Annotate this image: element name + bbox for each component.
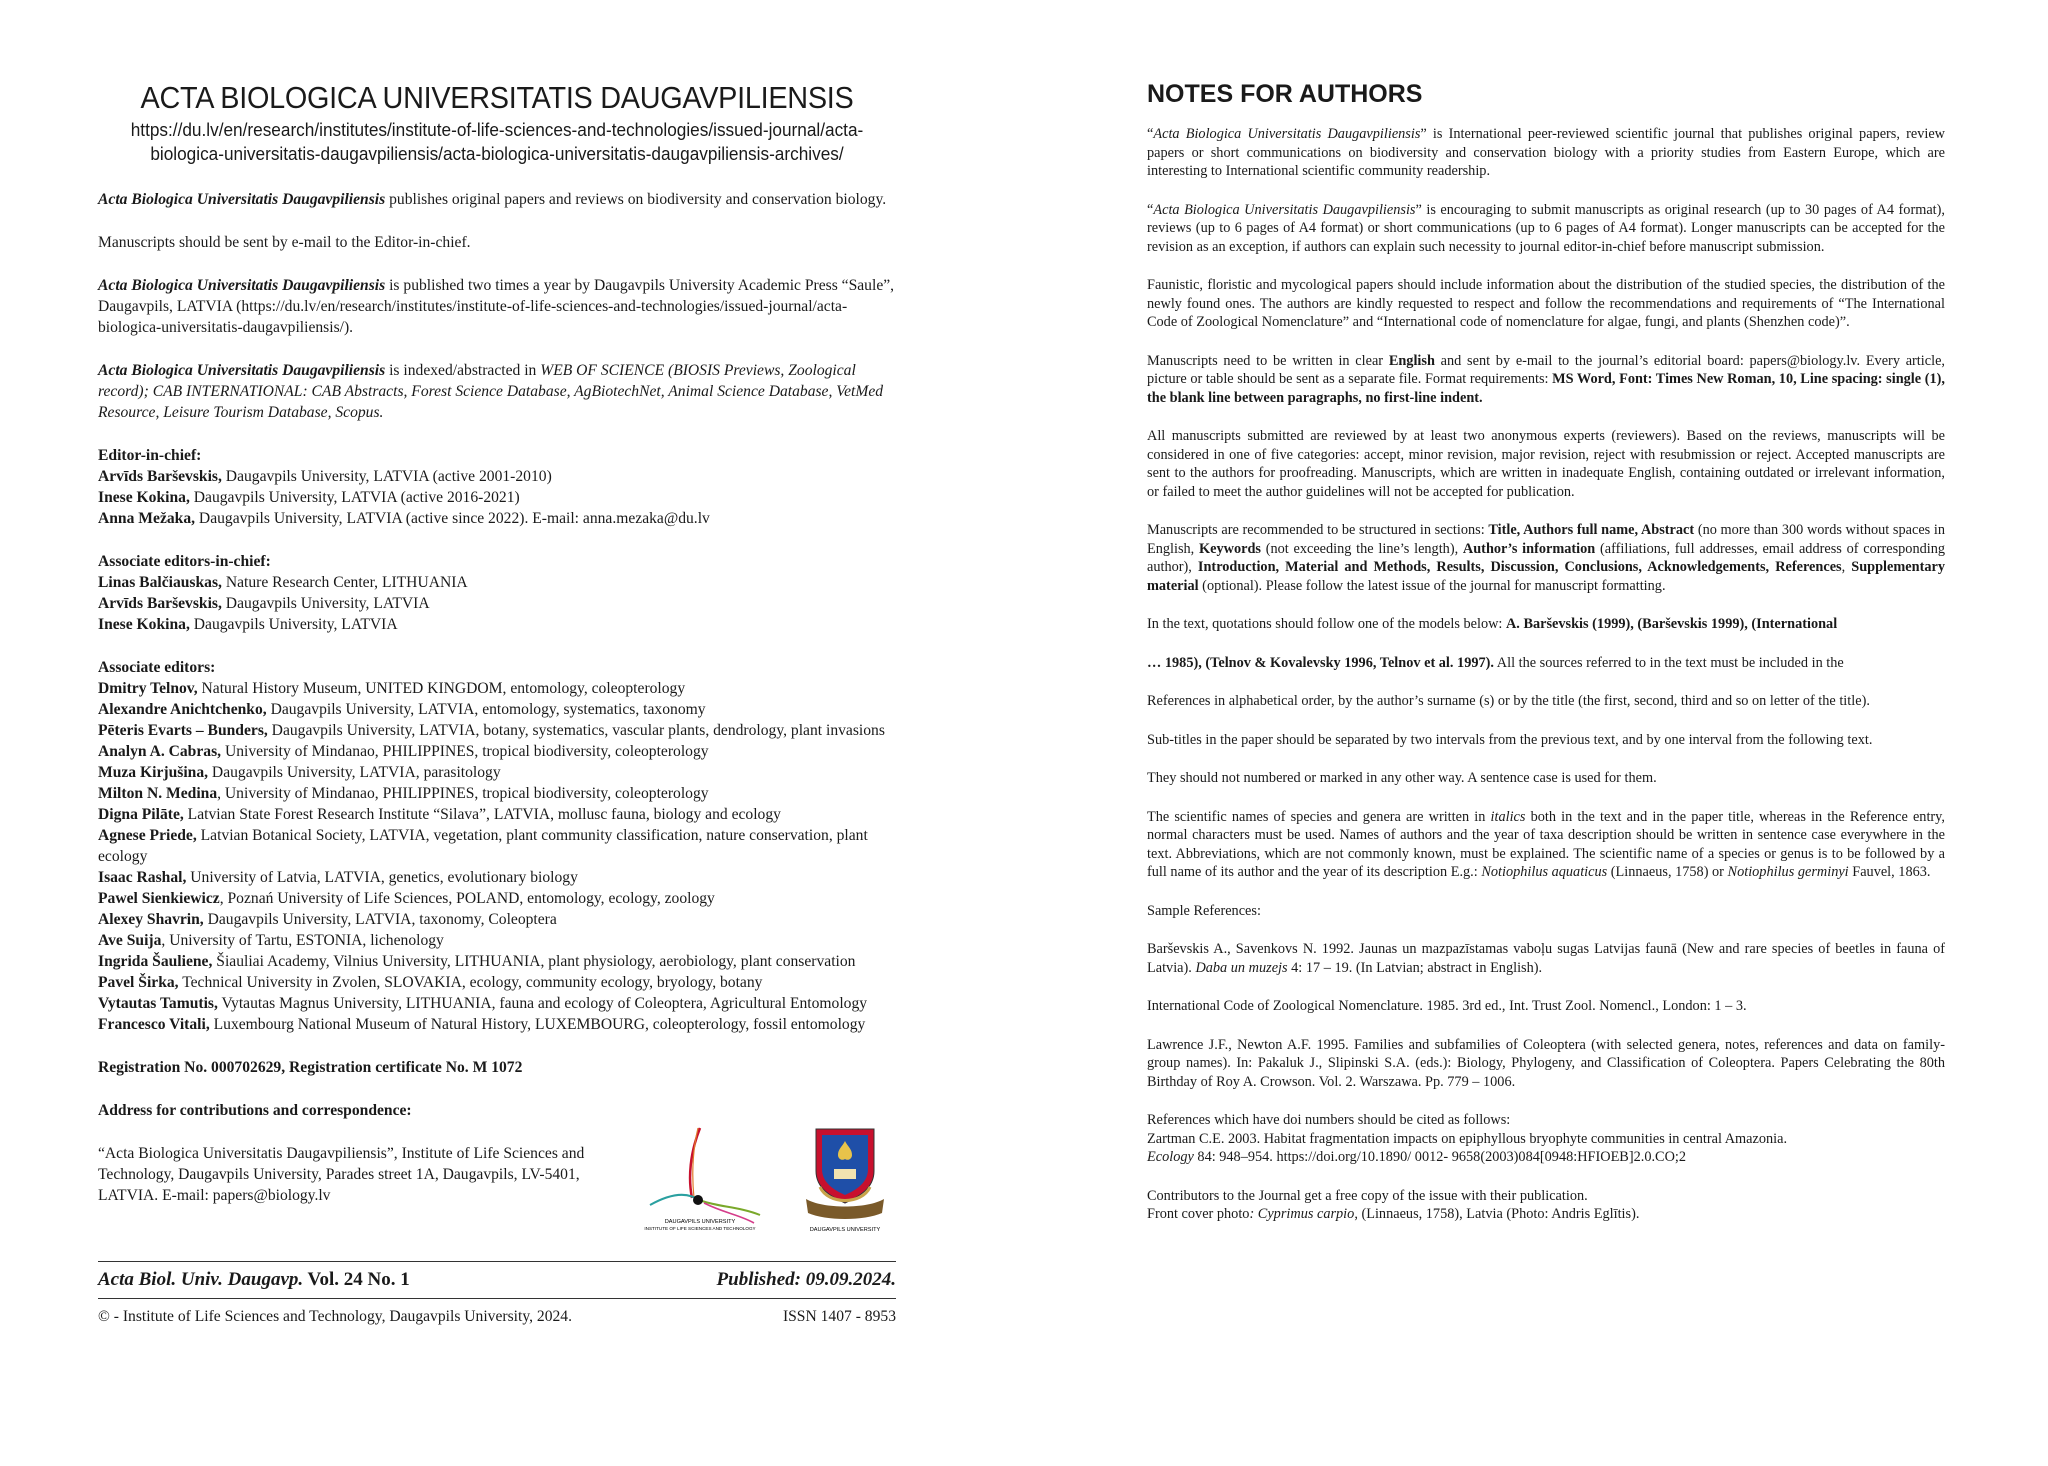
editor-affiliation: , Poznań University of Life Sciences, POLAND, entomology, ecology, zoology (219, 890, 715, 907)
editor-entry (98, 972, 896, 993)
editor-name: Agnese Priede, (98, 827, 197, 844)
editor-entry (98, 741, 896, 762)
editor-entry (98, 678, 896, 699)
editor-name: Pēteris Evarts – Bunders, (98, 722, 268, 739)
address-heading: Address for contributions and correspondence: (98, 1102, 412, 1119)
reference-1: Barševskis A., Savenkovs N. 1992. Jaunas un mazpazīstamas vaboļu sugas Latvijas faunā (New and rare species of beetles in fauna of Latvia). Daba un muzejs 4: 17 – 19. (In Latvian; abstract in English). (1147, 941, 1945, 976)
editor-entry (98, 593, 896, 614)
editor-name: Arvīds Barševskis, (98, 468, 222, 485)
editor-name: Inese Kokina, (98, 489, 190, 506)
footer-copyright-row (98, 1299, 896, 1335)
du-crest-icon (798, 1125, 892, 1235)
editor-affiliation: Technical University in Zvolen, SLOVAKIA, ecology, community ecology, bryology, botany (178, 974, 763, 991)
notes-paragraph-10: Sub-titles in the paper should be separated by two intervals from the previous text, and by one interval from the following text. (1147, 731, 1873, 748)
associate-editors-list (98, 678, 896, 1035)
editor-entry (98, 951, 896, 972)
notes-paragraph-2: “Acta Biologica Universitatis Daugavpiliensis” is encouraging to submit manuscripts as original research (up to 30 pages of A4 format), reviews (up to 6 pages of A4 format) or short communications (up to 6 pages of A4 format). Longer manuscripts can be accepted for the revision as an exception, if authors can explain such necessity to journal editor-in-chief before manuscript submission. (1147, 201, 1945, 255)
ils-logo-icon (620, 1123, 780, 1233)
intro-paragraph-4: Acta Biologica Universitatis Daugavpiliensis is indexed/abstracted in WEB OF SCIENCE (BIOSIS Previews, Zoological record); CAB INTERNATIONAL: CAB Abstracts, Forest Science Database, AgBiotechNet, Animal Science Database, VetMed Resource, Leisure Tourism Database, Scopus. (98, 362, 884, 421)
editor-entry (98, 930, 896, 951)
ils-logo-line1: DAUGAVPILS UNIVERSITY (664, 1219, 736, 1225)
editor-entry (98, 888, 896, 909)
editor-name: Analyn A. Cabras, (98, 743, 222, 760)
editor-entry (98, 572, 896, 593)
editor-affiliation: Šiauliai Academy, Vilnius University, LITHUANIA, plant physiology, aerobiology, plant conservation (212, 953, 856, 970)
intro-paragraph-2: Manuscripts should be sent by e-mail to the Editor-in-chief. (98, 234, 471, 251)
editor-name: Arvīds Barševskis, (98, 595, 222, 612)
du-logo (798, 1125, 892, 1235)
journal-url[interactable]: https://du.lv/en/research/institutes/institute-of-life-sciences-and-technologies/issued-journal/acta-biologica-universitatis-daugavpiliensis/acta-biologica-universitatis-daugavpiliensis-archives/ (130, 119, 864, 164)
editor-name: Vytautas Tamutis, (98, 995, 218, 1012)
footer-journal: Acta Biol. Univ. Daugavp. Vol. 24 No. 1 (98, 1269, 410, 1290)
editor-affiliation: Natural History Museum, UNITED KINGDOM, entomology, coleopterology (197, 680, 686, 697)
footer-published: Published: 09.09.2024. (716, 1269, 896, 1290)
notes-title: NOTES FOR AUTHORS (1147, 80, 1423, 108)
journal-title: ACTA BIOLOGICA UNIVERSITATIS DAUGAVPILIENSIS (140, 80, 854, 115)
editor-affiliation: Nature Research Center, LITHUANIA (221, 574, 468, 591)
reference-2: International Code of Zoological Nomenclature. 1985. 3rd ed., Int. Trust Zool. Nomencl., London: 1 – 3. (1147, 998, 1747, 1014)
editor-affiliation: Daugavpils University, LATVIA (active since 2022). E-mail: anna.mezaka@du.lv (195, 510, 710, 527)
associate-eic-list (98, 572, 896, 635)
address-block (98, 1143, 896, 1253)
editor-name: Pawel Sienkiewicz (98, 890, 220, 907)
editor-entry (98, 783, 896, 804)
editor-affiliation: Luxembourg National Museum of Natural History, LUXEMBOURG, coleopterology, fossil entomology (209, 1016, 866, 1033)
editor-entry (98, 614, 896, 635)
editor-in-chief-list (98, 466, 896, 529)
editor-affiliation: Latvian Botanical Society, LATVIA, vegetation, plant community classification, nature conservation, plant ecology (98, 827, 868, 865)
editor-affiliation: Daugavpils University, LATVIA (221, 595, 430, 612)
footer-journal-row (98, 1262, 896, 1298)
reference-3: Lawrence J.F., Newton A.F. 1995. Families and subfamilies of Coleoptera (with selected genera, notes, references and data on family-group names). In: Pakaluk J., Slipinski S.A. (eds.): Biology, Phylogeny, and Classification of Coleoptera. Papers Celebrating the 80th Birthday of Roy A. Crowson. Vol. 2. Warszawa. Pp. 779 – 1006. (1147, 1036, 1945, 1090)
notes-paragraph-1: “Acta Biologica Universitatis Daugavpiliensis” is International peer-reviewed scientific journal that publishes original papers, review papers or short communications on biodiversity and conservation biology with a priority studies from Eastern Europe, which are interesting to International scientific community readership. (1147, 126, 1945, 179)
editor-name: Muza Kirjušina, (98, 764, 209, 781)
ils-logo (620, 1123, 780, 1233)
right-page (1147, 0, 1945, 1224)
editor-entry (98, 508, 896, 529)
editor-affiliation: Daugavpils University, LATVIA (active 2016-2021) (189, 489, 520, 506)
editor-name: Digna Pilāte, (98, 806, 184, 823)
editor-affiliation: Daugavpils University, LATVIA (active 2001-2010) (221, 468, 552, 485)
editor-name: Milton N. Medina (98, 785, 218, 802)
intro-paragraph-1: Acta Biologica Universitatis Daugavpiliensis publishes original papers and reviews on biodiversity and conservation biology. (98, 191, 887, 208)
editor-affiliation: Daugavpils University, LATVIA (189, 616, 398, 633)
notes-paragraph-5: All manuscripts submitted are reviewed by at least two anonymous experts (reviewers). Based on the reviews, manuscripts will be considered in one of five categories: accept, minor revision, major revision, reject with resubmission or reject. Accepted manuscripts are sent to the authors for proofreading. Manuscripts, which are written in inadequate English, containing outdated or irrelevant information, or failed to meet the author guidelines will not be accepted for publication. (1147, 428, 1945, 500)
editor-name: Alexandre Anichtchenko, (98, 701, 267, 718)
associate-editors-heading: Associate editors: (98, 659, 216, 676)
notes-paragraph-8: … 1985), (Telnov & Kovalevsky 1996, Telnov et al. 1997). All the sources referred to in the text must be included in the (1147, 654, 1844, 671)
editor-entry (98, 487, 896, 508)
registration-line: Registration No. 000702629, Registration certificate No. M 1072 (98, 1059, 523, 1076)
editor-entry (98, 804, 896, 825)
du-logo-caption: DAUGAVPILS UNIVERSITY (809, 1227, 881, 1233)
associate-eic-heading: Associate editors-in-chief: (98, 553, 271, 570)
editor-name: Inese Kokina, (98, 616, 190, 633)
editor-name: Ingrida Šauliene, (98, 953, 213, 970)
editor-affiliation: Daugavpils University, LATVIA, taxonomy, Coleoptera (203, 911, 557, 928)
editor-name: Pavel Širka, (98, 974, 179, 991)
editor-entry (98, 909, 896, 930)
address-text: “Acta Biologica Universitatis Daugavpiliensis”, Institute of Life Sciences and Technology, Daugavpils University, Parades street 1A, Daugavpils, LV-5401, LATVIA. E-mail: papers@biology.lv (98, 1145, 585, 1204)
editor-affiliation: University of Latvia, LATVIA, genetics, evolutionary biology (186, 869, 578, 886)
editor-entry (98, 1014, 896, 1035)
sample-references-heading: Sample References: (1147, 902, 1261, 919)
editor-entry (98, 762, 896, 783)
issn-text: ISSN 1407 - 8953 (782, 1308, 896, 1325)
editor-name: Francesco Vitali, (98, 1016, 210, 1033)
editor-entry (98, 993, 896, 1014)
editor-affiliation: University of Mindanao, PHILIPPINES, tropical biodiversity, coleopterology (221, 743, 709, 760)
editor-name: Anna Mežaka, (98, 510, 196, 527)
editor-name: Linas Balčiauskas, (98, 574, 222, 591)
editor-entry (98, 699, 896, 720)
notes-paragraph-11: They should not numbered or marked in any other way. A sentence case is used for them. (1147, 770, 1657, 786)
notes-paragraph-6: Manuscripts are recommended to be structured in sections: Title, Authors full name, Abstract (no more than 300 words without spaces in English, Keywords (not exceeding the line’s length), Author’s information (affiliations, full addresses, email address of corresponding author), Introduction, Material and Methods, Results, Discussion, Conclusions, Acknowledgements, References, Supplementary material (optional). Please follow the latest issue of the journal for manuscript formatting. (1147, 522, 1946, 594)
ils-logo-line2: INSTITUTE OF LIFE SCIENCES AND TECHNOLOGY (644, 1226, 756, 1231)
editor-entry (98, 825, 896, 867)
editor-name: Dmitry Telnov, (98, 680, 198, 697)
editor-affiliation: Daugavpils University, LATVIA, entomology, systematics, taxonomy (266, 701, 706, 718)
editor-entry (98, 466, 896, 487)
editor-in-chief-heading: Editor-in-chief: (98, 447, 202, 464)
editor-affiliation: Daugavpils University, LATVIA, parasitology (208, 764, 501, 781)
notes-paragraph-12: The scientific names of species and genera are written in italics both in the text and in the paper title, whereas in the Reference entry, normal characters must be used. Names of authors and the year of taxa description should be written in sentence case everywhere in the text. Abbreviations, which are not commonly known, must be explained. The scientific name of a species or genus is to be followed by a full name of its author and the year of its description E.g.: Notiophilus aquaticus (Linnaeus, 1758) or Notiophilus germinyi Fauvel, 1863. (1147, 808, 1945, 880)
doi-reference-block: References which have doi numbers should be cited as follows: Zartman C.E. 2003. Habitat fragmentation impacts on epiphyllous bryophyte communities in central Amazonia. Ecology 84: 948–954. https://doi.org/10.1890/ 0012- 9658(2003)084[0948:HFIOEB]2.0.CO;2 (1147, 1112, 1788, 1165)
editor-affiliation: Latvian State Forest Research Institute “Silava”, LATVIA, mollusc fauna, biology and ecology (183, 806, 781, 823)
copyright-text: © - Institute of Life Sciences and Technology, Daugavpils University, 2024. (98, 1308, 572, 1325)
notes-paragraph-4: Manuscripts need to be written in clear English and sent by e-mail to the journal’s editorial board: papers@biology.lv. Every article, picture or table should be sent as a separate file. Format requirements: MS Word, Font: Times New Roman, 10, Line spacing: single (1), the blank line between paragraphs, no first-line indent. (1147, 352, 1945, 406)
notes-paragraph-7: In the text, quotations should follow one of the models below: A. Barševskis (1999), (Barševskis 1999), (International (1147, 616, 1838, 632)
editor-name: Alexey Shavrin, (98, 911, 204, 928)
editor-affiliation: , University of Tartu, ESTONIA, lichenology (161, 932, 444, 949)
editor-name: Ave Suija (98, 932, 162, 949)
editor-affiliation: Vytautas Magnus University, LITHUANIA, fauna and ecology of Coleoptera, Agricultural Entomology (217, 995, 868, 1012)
notes-paragraph-3: Faunistic, floristic and mycological papers should include information about the distribution of the studied species, the distribution of the newly found ones. The authors are kindly requested to respect and follow the recommendations and requirements of “The International Code of Zoological Nomenclature” and “International code of nomenclature for algae, fungi, and plants (Shenzhen code)”. (1147, 277, 1945, 330)
intro-paragraph-3: Acta Biologica Universitatis Daugavpiliensis is published two times a year by Daugavpils University Academic Press “Saule”, Daugavpils, LATVIA (https://du.lv/en/research/institutes/institute-of-life-sciences-and-technologies/issued-journal/acta-biologica-universitatis-daugavpiliensis/). (98, 277, 895, 336)
editor-entry (98, 720, 896, 741)
editor-affiliation: Daugavpils University, LATVIA, botany, systematics, vascular plants, dendrology, plant invasions (267, 722, 885, 739)
editor-name: Isaac Rashal, (98, 869, 187, 886)
contributors-note: Contributors to the Journal get a free copy of the issue with their publication. Front cover photo: Cyprimus carpio, (Linnaeus, 1758), Latvia (Photo: Andris Eglītis). (1147, 1187, 1640, 1222)
editor-entry (98, 867, 896, 888)
left-page (98, 0, 896, 1335)
editor-affiliation: , University of Mindanao, PHILIPPINES, tropical biodiversity, coleopterology (217, 785, 709, 802)
notes-paragraph-9: References in alphabetical order, by the author’s surname (s) or by the title (the first, second, third and so on letter of the title). (1147, 693, 1870, 709)
